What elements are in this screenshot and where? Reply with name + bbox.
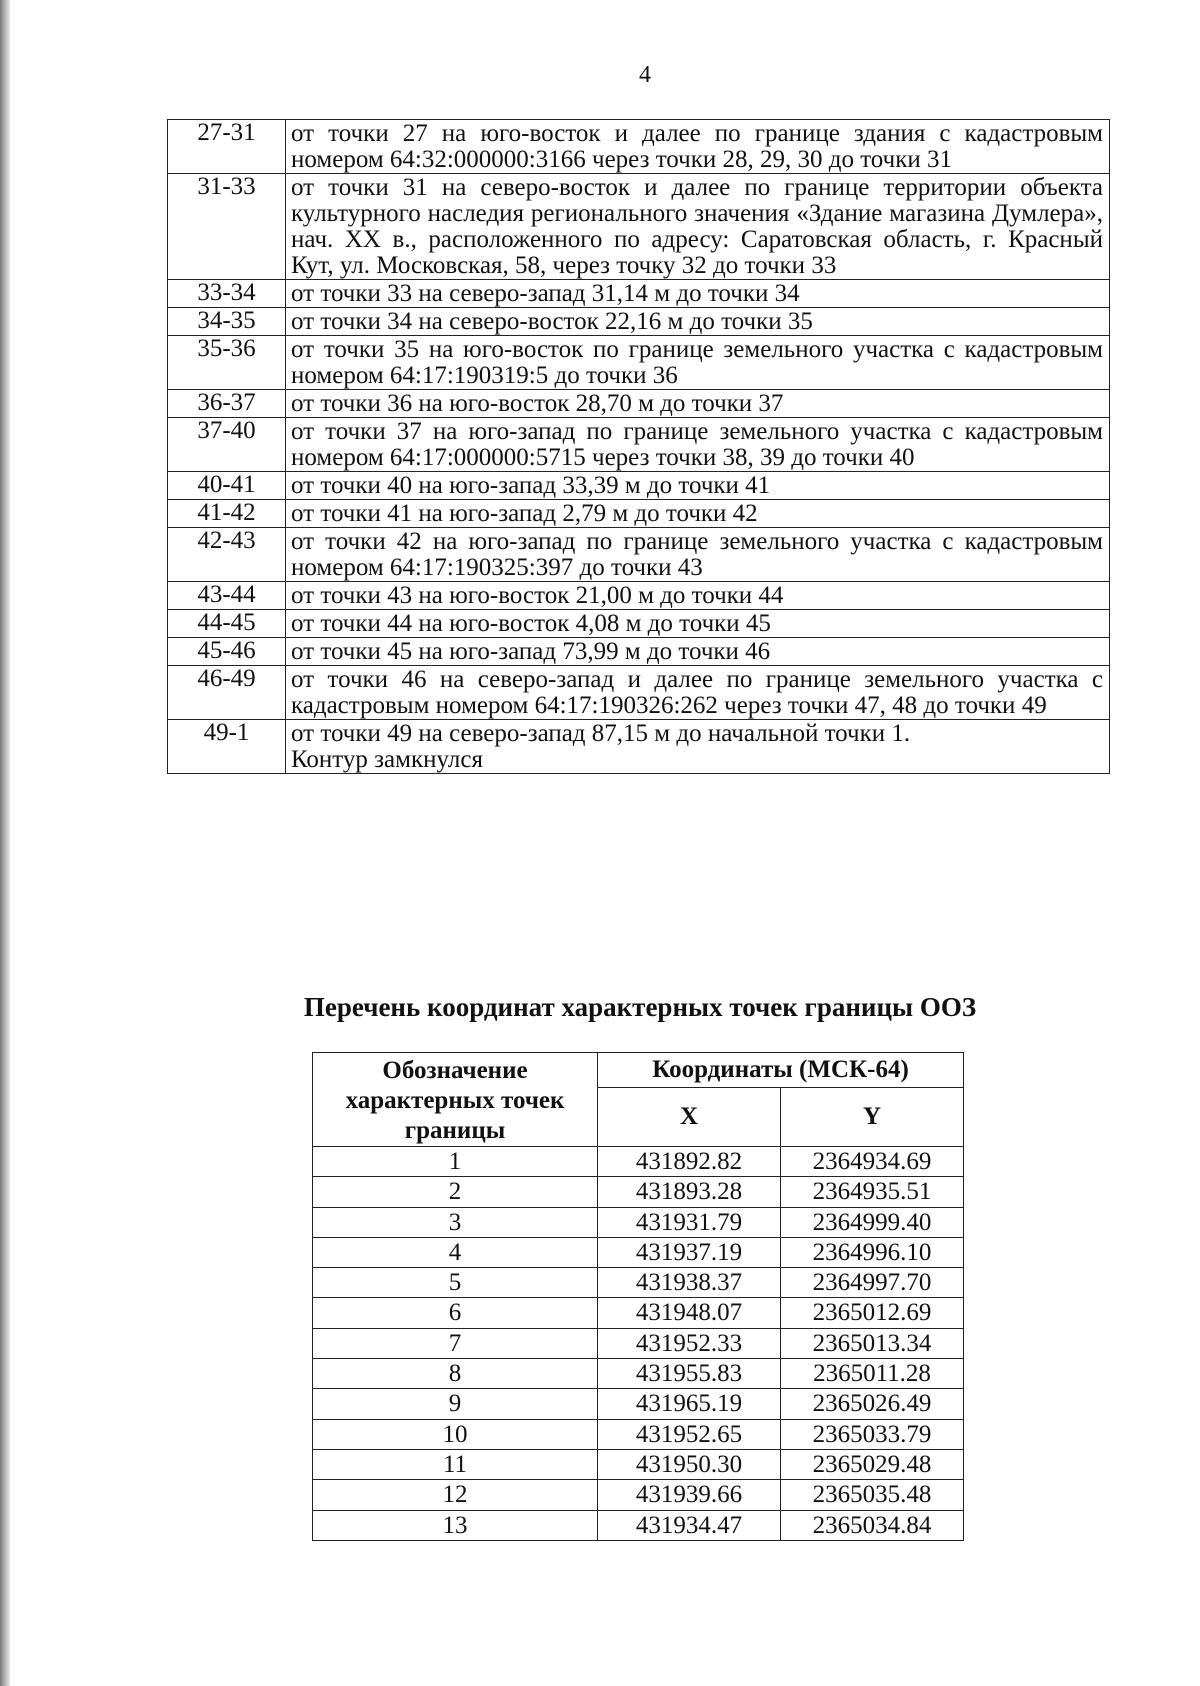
segment-id: 36-37 xyxy=(168,390,286,418)
segment-description-text: от точки 35 на юго-восток по границе земельного участка с кадастровым номером 64:17:190319:5 до точки 36 xyxy=(291,336,1103,389)
coord-x: 431939.66 xyxy=(598,1480,781,1510)
coord-y: 2365026.49 xyxy=(781,1389,964,1419)
segment-description-text: от точки 45 на юго-запад 73,99 м до точки 46 xyxy=(291,638,771,665)
coordinate-row xyxy=(313,1207,964,1237)
segment-description xyxy=(286,638,1110,666)
coord-x: 431950.30 xyxy=(598,1449,781,1479)
segment-description xyxy=(286,390,1110,418)
segment-description-text: от точки 41 на юго-запад 2,79 м до точки 42 xyxy=(291,500,758,527)
segment-description xyxy=(286,308,1110,336)
boundary-segments-table xyxy=(167,119,1110,774)
segment-row xyxy=(168,666,1110,720)
segment-description xyxy=(286,472,1110,500)
coordinate-row xyxy=(313,1389,964,1419)
coordinate-row xyxy=(313,1449,964,1479)
segment-row xyxy=(168,500,1110,528)
point-number: 7 xyxy=(313,1328,598,1358)
segment-row xyxy=(168,528,1110,582)
coord-x: 431937.19 xyxy=(598,1237,781,1267)
segment-id: 33-34 xyxy=(168,280,286,308)
segment-row xyxy=(168,582,1110,610)
coord-y: 2365034.84 xyxy=(781,1510,964,1540)
coord-y: 2365013.34 xyxy=(781,1328,964,1358)
coordinate-row xyxy=(313,1268,964,1298)
segment-row xyxy=(168,336,1110,390)
coord-x: 431955.83 xyxy=(598,1359,781,1389)
segment-description-text: от точки 42 на юго-запад по границе земельного участка с кадастровым номером 64:17:190325:397 до точки 43 xyxy=(291,528,1103,581)
segment-row xyxy=(168,308,1110,336)
coord-y: 2365035.48 xyxy=(781,1480,964,1510)
segment-description xyxy=(286,336,1110,390)
coord-x: 431952.33 xyxy=(598,1328,781,1358)
segment-description xyxy=(286,610,1110,638)
segment-description-text: от точки 27 на юго-восток и далее по границе здания с кадастровым номером 64:32:000000:3166 через точки 28, 29, 30 до точки 31 xyxy=(291,120,1103,173)
coord-y: 2364996.10 xyxy=(781,1237,964,1267)
segment-description xyxy=(286,528,1110,582)
point-number: 5 xyxy=(313,1268,598,1298)
coord-y: 2364935.51 xyxy=(781,1177,964,1207)
coord-y: 2364997.70 xyxy=(781,1268,964,1298)
coordinate-row xyxy=(313,1328,964,1358)
segment-description xyxy=(286,280,1110,308)
point-number: 10 xyxy=(313,1419,598,1449)
point-number: 2 xyxy=(313,1177,598,1207)
segment-row xyxy=(168,472,1110,500)
segment-id: 45-46 xyxy=(168,638,286,666)
segment-description xyxy=(286,174,1110,280)
segment-description xyxy=(286,120,1110,174)
segment-id: 42-43 xyxy=(168,528,286,582)
coordinate-row xyxy=(313,1419,964,1449)
header-coordinates: Координаты (МСК-64) xyxy=(598,1053,964,1088)
header-y: Y xyxy=(781,1088,964,1147)
segment-description xyxy=(286,720,1110,774)
segment-id: 34-35 xyxy=(168,308,286,336)
coordinate-row xyxy=(313,1177,964,1207)
segment-row xyxy=(168,610,1110,638)
coordinate-row xyxy=(313,1147,964,1177)
segment-description xyxy=(286,418,1110,472)
segment-description xyxy=(286,582,1110,610)
segment-id: 46-49 xyxy=(168,666,286,720)
coord-x: 431934.47 xyxy=(598,1510,781,1540)
segment-id: 43-44 xyxy=(168,582,286,610)
coord-x: 431965.19 xyxy=(598,1389,781,1419)
coord-x: 431931.79 xyxy=(598,1207,781,1237)
segment-id: 49-1 xyxy=(168,720,286,774)
coord-y: 2365029.48 xyxy=(781,1449,964,1479)
segment-description-text: от точки 37 на юго-запад по границе земельного участка с кадастровым номером 64:17:000000:5715 через точки 38, 39 до точки 40 xyxy=(291,418,1103,471)
segment-id: 41-42 xyxy=(168,500,286,528)
point-number: 9 xyxy=(313,1389,598,1419)
coordinate-row xyxy=(313,1510,964,1540)
point-number: 4 xyxy=(313,1237,598,1267)
coord-x: 431893.28 xyxy=(598,1177,781,1207)
point-number: 6 xyxy=(313,1298,598,1328)
segment-description-text-2: Контур замкнулся xyxy=(291,746,483,773)
page-number: 4 xyxy=(639,62,651,88)
segment-id: 40-41 xyxy=(168,472,286,500)
segment-description xyxy=(286,666,1110,720)
segment-description xyxy=(286,500,1110,528)
coordinate-row xyxy=(313,1359,964,1389)
point-number: 11 xyxy=(313,1449,598,1479)
segment-description-text: от точки 34 на северо-восток 22,16 м до точки 35 xyxy=(291,308,813,335)
header-x: X xyxy=(598,1088,781,1147)
segment-row xyxy=(168,390,1110,418)
segment-description-text: от точки 44 на юго-восток 4,08 м до точки 45 xyxy=(291,610,771,637)
segment-description-text: от точки 49 на северо-запад 87,15 м до начальной точки 1. xyxy=(291,720,911,747)
coordinate-row xyxy=(313,1480,964,1510)
section-title: Перечень координат характерных точек границы ООЗ xyxy=(303,992,977,1022)
segment-row xyxy=(168,638,1110,666)
point-number: 12 xyxy=(313,1480,598,1510)
segment-id: 27-31 xyxy=(168,120,286,174)
segment-id: 35-36 xyxy=(168,336,286,390)
point-number: 8 xyxy=(313,1359,598,1389)
coord-y: 2365012.69 xyxy=(781,1298,964,1328)
header-point-designation: Обозначение характерных точек границы xyxy=(313,1053,598,1147)
point-number: 1 xyxy=(313,1147,598,1177)
coordinate-row xyxy=(313,1298,964,1328)
segment-description-text: от точки 31 на северо-восток и далее по границе территории объекта культурного наследия регионального значения «Здание магазина Думлера», нач. XX в., расположенного по адресу: Саратовская область, г. Красный Кут, ул. Московская, 58, через точку 32 до точки 33 xyxy=(291,174,1103,279)
segment-description-text: от точки 40 на юго-запад 33,39 м до точки 41 xyxy=(291,472,771,499)
segment-row xyxy=(168,120,1110,174)
coordinates-table xyxy=(312,1052,964,1541)
segment-id: 31-33 xyxy=(168,174,286,280)
segment-row xyxy=(168,720,1110,774)
segment-row xyxy=(168,418,1110,472)
segment-row xyxy=(168,280,1110,308)
coord-x: 431948.07 xyxy=(598,1298,781,1328)
coord-y: 2365011.28 xyxy=(781,1359,964,1389)
coord-x: 431892.82 xyxy=(598,1147,781,1177)
segment-description-text: от точки 46 на северо-запад и далее по границе земельного участка с кадастровым номером 64:17:190326:262 через точки 47, 48 до точки 49 xyxy=(291,666,1103,719)
segment-id: 37-40 xyxy=(168,418,286,472)
coord-x: 431952.65 xyxy=(598,1419,781,1449)
coordinate-row xyxy=(313,1237,964,1267)
point-number: 13 xyxy=(313,1510,598,1540)
segment-description-text: от точки 43 на юго-восток 21,00 м до точки 44 xyxy=(291,582,784,609)
point-number: 3 xyxy=(313,1207,598,1237)
coord-y: 2365033.79 xyxy=(781,1419,964,1449)
segment-description-text: от точки 33 на северо-запад 31,14 м до точки 34 xyxy=(291,280,800,307)
segment-description-text: от точки 36 на юго-восток 28,70 м до точки 37 xyxy=(291,390,784,417)
coord-y: 2364934.69 xyxy=(781,1147,964,1177)
coord-x: 431938.37 xyxy=(598,1268,781,1298)
segment-row xyxy=(168,174,1110,280)
coord-y: 2364999.40 xyxy=(781,1207,964,1237)
scan-edge xyxy=(0,0,10,1686)
segment-id: 44-45 xyxy=(168,610,286,638)
